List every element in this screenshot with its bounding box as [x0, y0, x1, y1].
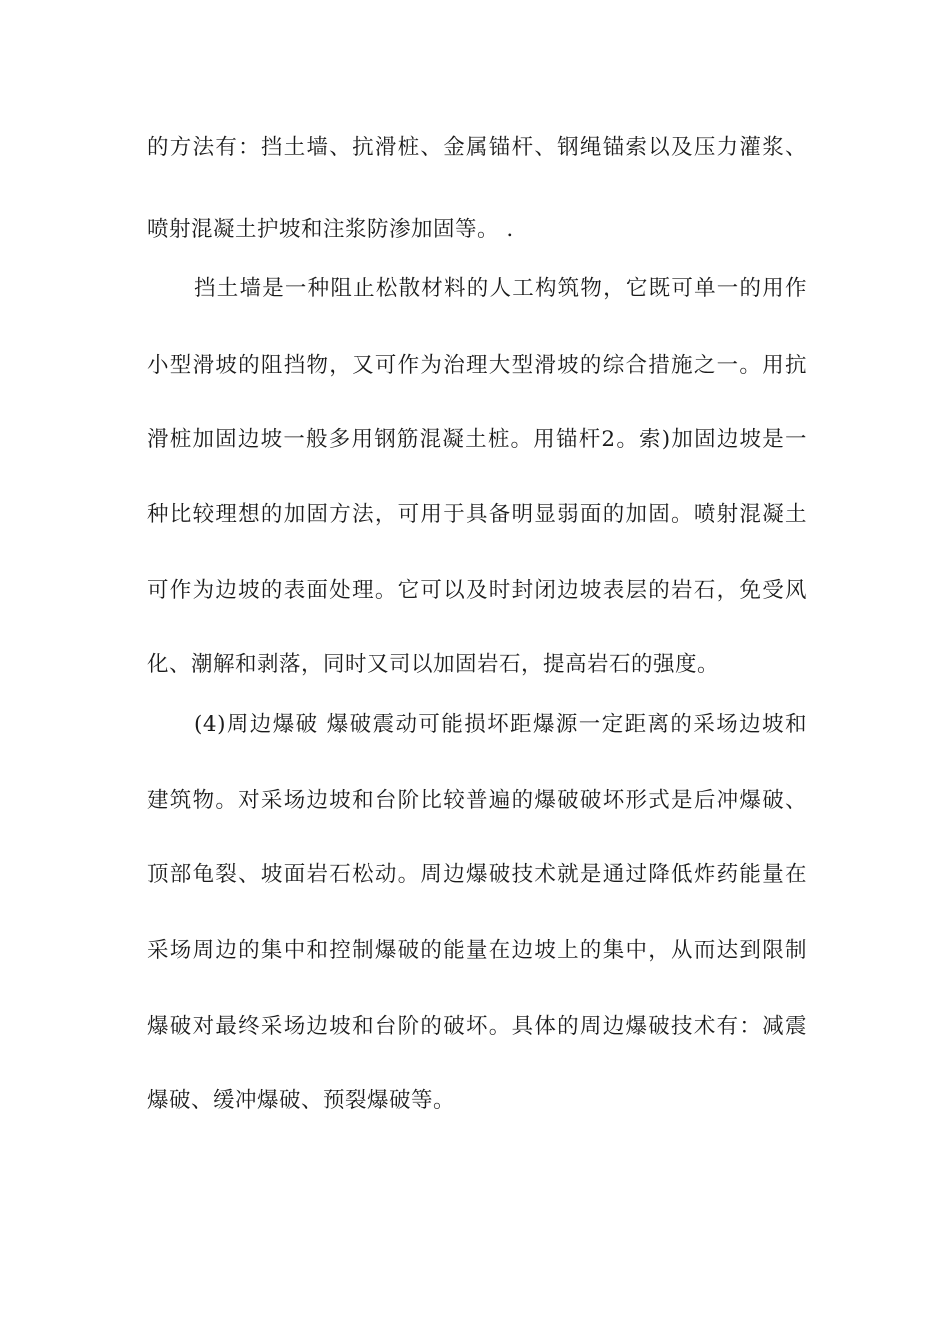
text-line: 可作为边坡的表面处理。它可以及时封闭边坡表层的岩石，免受风: [147, 578, 807, 603]
paragraph-first-line: 挡土墙是一种阻止松散材料的人工构筑物，它既可单一的用作: [194, 276, 807, 301]
text-line: 采场周边的集中和控制爆破的能量在边坡上的集中，从而达到限制: [147, 938, 807, 963]
text-line: 滑桩加固边坡一般多用钢筋混凝土桩。用锚杆2。索)加固边坡是一: [147, 427, 807, 452]
text-line: 爆破对最终采场边坡和台阶的破坏。具体的周边爆破技术有：减震: [147, 1014, 807, 1039]
text-line: 喷射混凝土护坡和注浆防渗加固等。 .: [147, 217, 514, 242]
text-line: 的方法有：挡土墙、抗滑桩、金属锚杆、钢绳锚索以及压力灌浆、: [147, 135, 807, 160]
text-line: 小型滑坡的阻挡物，又可作为治理大型滑坡的综合措施之一。用抗: [147, 353, 807, 378]
text-line: 爆破、缓冲爆破、预裂爆破等。: [147, 1088, 456, 1113]
paragraph-first-line: (4)周边爆破 爆破震动可能损坏距爆源一定距离的采场边坡和: [194, 712, 807, 737]
text-line: 建筑物。对采场边坡和台阶比较普遍的爆破破坏形式是后冲爆破、: [147, 788, 807, 813]
text-line: 顶部龟裂、坡面岩石松动。周边爆破技术就是通过降低炸药能量在: [147, 862, 807, 887]
text-line: 种比较理想的加固方法，可用于具备明显弱面的加固。喷射混凝土: [147, 502, 807, 527]
text-line: 化、潮解和剥落，同时又司以加固岩石，提高岩石的强度。: [147, 652, 720, 677]
